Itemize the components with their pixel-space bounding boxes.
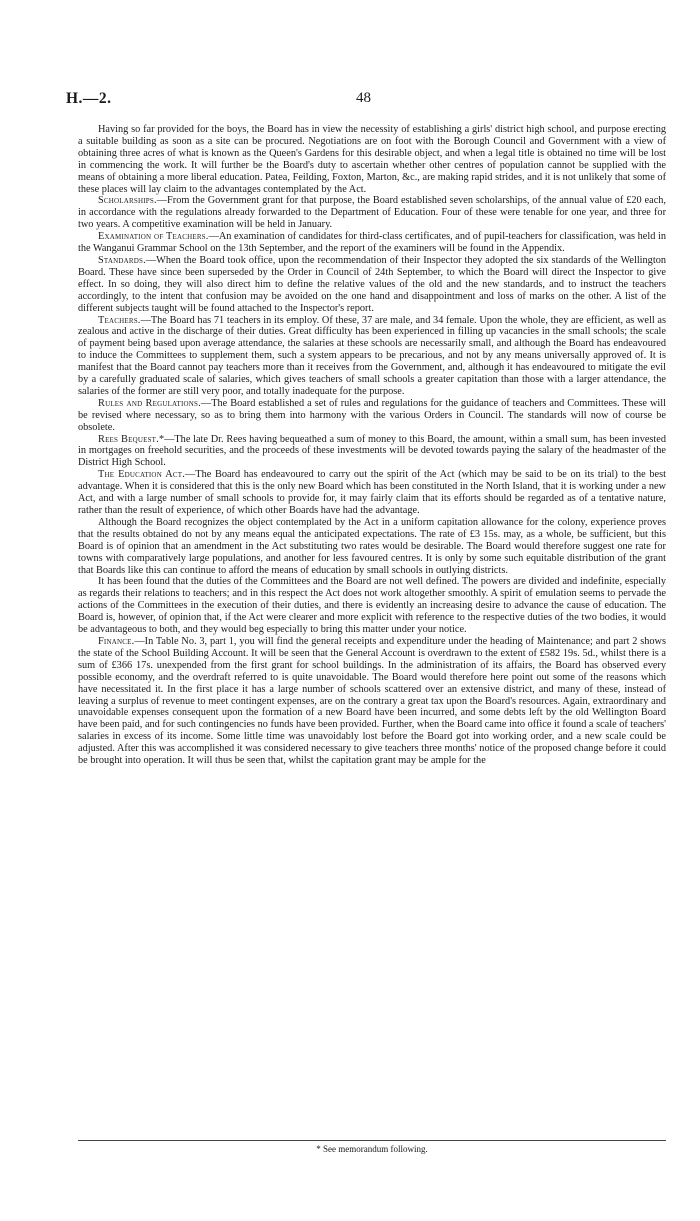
paragraph-text: It has been found that the duties of the Committees and the Board are not well defined. The powers are divided and indefinite, especially as regards their relations to teachers; and in this respect the Act does not work altogether smoothly. A spirit of emulation seems to pervade the actions of the Committees in the execution of their duties, and there is evidently an increasing desire to advance the cause of education. The Board is, however, of opinion that, if the Act were clearer and more explicit with reference to the respective duties of the two bodies, it would be advantageous to both, and they would beg especially to bring this matter under your notice. xyxy=(78,576,666,636)
paragraph-text: —An examination of candidates for third-class certificates, and of pupil-teachers for classification, was held in the Wanganui Grammar School on the 13th September, and the report of the examiners will be found in the Appendix. xyxy=(78,231,666,255)
section-heading: Teachers. xyxy=(98,314,141,326)
paragraph-scholarships xyxy=(78,195,666,231)
section-heading: Scholarships. xyxy=(98,195,157,207)
paragraph-text: *—The late Dr. Rees having bequeathed a sum of money to this Board, the amount, within a small sum, has been invested in mortgages on freehold securities, and the proceeds of these investments will be devoted towards paying the salary of the headmaster of the District High School. xyxy=(78,433,666,469)
paragraph-rules xyxy=(78,398,666,434)
section-heading: Rules and Regulations. xyxy=(98,397,201,409)
paragraph-education-act xyxy=(78,469,666,517)
body-text xyxy=(78,124,666,767)
paragraph-text: —From the Government grant for that purpose, the Board established seven scholarships, of the annual value of £20 each, in accordance with the regulations already forwarded to the Department of Education. Four of these were tenable for one year, and three for two years. A competitive examination will be held in January. xyxy=(78,195,666,231)
paragraph-text: —When the Board took office, upon the recommendation of their Inspector they adopted the six standards of the Wellington Board. These have since been superseded by the Order in Council of 24th September, to which the Board will direct the Inspector to give effect. In so doing, they will also direct him to define the relative values of the old and the new standards, and to instruct the teachers accordingly, to the intent that confusion may be avoided on the one hand and disappointment and loss of marks on the other. A list of the different subjects taught will be found attached to the Inspector's report. xyxy=(78,254,666,314)
section-heading: Rees Bequest. xyxy=(98,433,159,445)
paragraph-text: —In Table No. 3, part 1, you will find the general receipts and expenditure under the heading of Maintenance; and part 2 shows the state of the School Building Account. It will be seen that the General Account is overdrawn to the extent of £582 19s. 5d., whilst there is a sum of £366 17s. unexpended from the first grant for school buildings. In the administration of its affairs, the Board has observed every possible economy, and the overdraft referred to is quite unavoidable. The Board would therefore here point out some of the reasons which have necessitated it. In the first place it has a large number of schools scattered over an extensive district, and many of these, instead of leaving a surplus of revenue to meet contingent expenses, are on the contrary a great tax upon the Board's resources. Again, extraordinary and unavoidable expenses consequent upon the formation of a new Board have been incurred, and some debts left by the old Wellington Board have been paid, and for such contingencies no funds have been provided. Further, when the Board came into office it found a scale of teachers' salaries in excess of its income. Some little time was unavoidably lost before the Board got into working order, and a new scale could be adjusted. After this was accomplished it was considered necessary to give teachers three months' notice of the proposed change before it could be brought into operation. It will thus be seen that, whilst the capitation grant may be ample for the xyxy=(78,635,666,767)
section-heading: Standards. xyxy=(98,254,146,266)
section-heading: Finance. xyxy=(98,635,135,647)
paragraph-capitation xyxy=(78,517,666,577)
footnote: * See memorandum following. xyxy=(316,1144,428,1154)
paragraph-teachers xyxy=(78,315,666,398)
paragraph-text: —The Board established a set of rules and regulations for the guidance of teachers and Committees. These will be revised where necessary, so as to bring them into harmony with the various Orders in Council. The standards will now of course be obsolete. xyxy=(78,397,666,433)
paragraph-text: Having so far provided for the boys, the Board has in view the necessity of establishing a girls' district high school, and purpose erecting a suitable building as soon as a site can be procured. Negotiations are on foot with the Borough Council and Government with a view of obtaining three acres of what is known as the Queen's Gardens for this desirable object, and when a legal title is obtained no time will be lost in commencing the work. It will further be the Board's duty to ascertain whether other centres of population cannot be supplied with the means of obtaining a more liberal education. Patea, Feilding, Foxton, Marton, &c., are making rapid strides, and it is not unlikely that some of these places will lay claim to the advantages contemplated by the Act. xyxy=(78,124,666,195)
paragraph-committees xyxy=(78,576,666,636)
paragraph-text: —The Board has 71 teachers in its employ. Of these, 37 are male, and 34 female. Upon the whole, they are efficient, as well as zealous and active in the discharge of their duties. Great difficulty has been experienced in filling up vacancies in the small schools; the scale of payment being based upon average attendance, the salaries at these schools are necessarily small, and although the Board has endeavoured to induce the Committees to supplement them, such a system appears to be precarious, and not by any means universally approved of. It is manifest that the Board cannot pay teachers more than it receives from the Government, and, although it has endeavoured to mitigate the evil by a carefully graduated scale of salaries, which gives teachers of small schools a greater capitation than those with a larger attendance, the salaries of the former are still very poor, and totally inadequate for the purpose. xyxy=(78,314,666,397)
paragraph-rees-bequest xyxy=(78,434,666,470)
paragraph-standards xyxy=(78,255,666,315)
paragraph-examination xyxy=(78,231,666,255)
paragraph-finance xyxy=(78,636,666,767)
paragraph-text: —The Board has endeavoured to carry out the spirit of the Act (which may be said to be on its trial) to the best advantage. When it is considered that this is the only new Board which has been constituted in the North Island, that it is working under a new Act, and with a large number of small schools to provide for, it may fairly claim that its efforts should be regarded as of a tentative nature, rather than the result of experience, of which other Boards have had the advantage. xyxy=(78,469,666,516)
section-heading: Examination of Teachers. xyxy=(98,231,209,243)
page-number: 48 xyxy=(356,90,371,106)
page-reference: H.—2. xyxy=(66,90,112,107)
section-heading: The Education Act. xyxy=(98,469,185,481)
paragraph-text: Although the Board recognizes the object contemplated by the Act in a uniform capitation allowance for the colony, experience proves that the results obtained do not by any means equal the anticipated expectations. The rate of £3 15s. may, as a whole, be sufficient, but this Board is of opinion that an amendment in the Act substituting two rates would be desirable. The Board would therefore suggest one rate for towns with comparatively large populations, and another for less favoured centres. It is only by some such equitable distribution of the grant that Boards like this can continue to afford the means of education by small schools in outlying districts. xyxy=(78,516,666,576)
footnote-divider xyxy=(78,1140,666,1141)
paragraph-girls-school xyxy=(78,124,666,195)
page-header xyxy=(66,90,666,110)
